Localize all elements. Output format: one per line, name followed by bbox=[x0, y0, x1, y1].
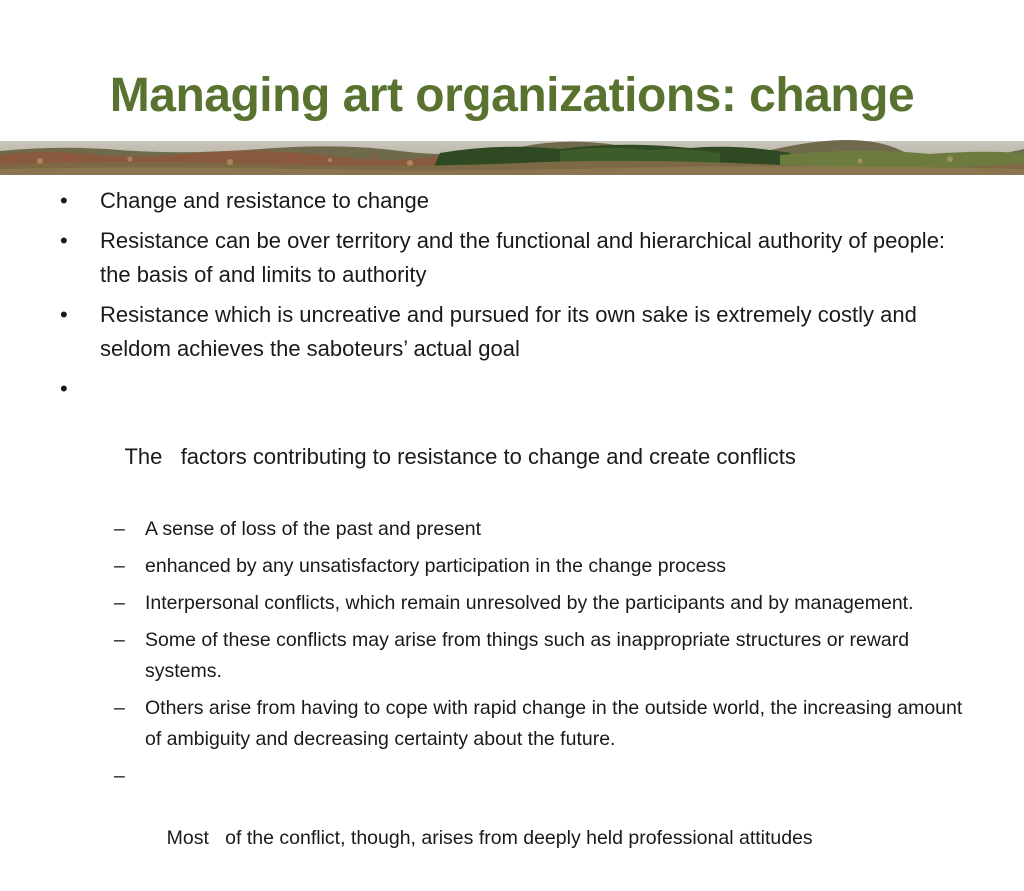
slide-title: Managing art organizations: change bbox=[109, 69, 915, 122]
sub-bullet-item bbox=[114, 514, 975, 545]
dash-marker: – bbox=[114, 592, 125, 614]
bullet-item bbox=[60, 298, 960, 366]
bullet-text: Resistance which is uncreative and pursued for its own sake is extremely costly and seldom achieves the saboteurs’ actual goal bbox=[100, 302, 917, 361]
sub-bullet-text: enhanced by any unsatisfactory participation in the change process bbox=[145, 555, 727, 577]
bullet-text: The factors contributing to resistance to change and create conflicts bbox=[124, 444, 796, 469]
sub-bullet-text: Some of these conflicts may arise from things such as inappropriate structures or reward systems. bbox=[145, 629, 910, 682]
sub-bullet-text: Interpersonal conflicts, which remain unresolved by the participants and by management. bbox=[145, 592, 914, 614]
bullet-item bbox=[60, 184, 960, 218]
bullet-item bbox=[60, 372, 960, 508]
bullet-item bbox=[60, 224, 960, 292]
sub-bullet-item bbox=[114, 625, 975, 687]
slide-content bbox=[0, 184, 1024, 891]
dash-marker: – bbox=[114, 555, 125, 577]
bullet-marker: • bbox=[60, 188, 68, 213]
sub-bullet-text: Most of the conflict, though, arises from deeply held professional attitudes bbox=[166, 827, 813, 849]
sub-bullet-item bbox=[114, 588, 975, 619]
sub-bullet-item bbox=[114, 761, 975, 885]
sub-bullet-item bbox=[114, 693, 975, 755]
sub-bullet-text: Others arise from having to cope with rapid change in the outside world, the increasing amount of ambiguity and decreasing certainty about the future. bbox=[145, 697, 963, 750]
bullet-text: Change and resistance to change bbox=[100, 188, 430, 213]
bullet-marker: • bbox=[60, 228, 68, 253]
dash-marker: – bbox=[114, 518, 125, 540]
sub-bullet-text: A sense of loss of the past and present bbox=[145, 518, 482, 540]
landscape-banner-image bbox=[0, 141, 1024, 175]
bullet-marker: • bbox=[60, 302, 68, 327]
dash-marker: – bbox=[114, 629, 125, 651]
dash-marker: – bbox=[114, 697, 125, 719]
sub-bullet-item bbox=[114, 551, 975, 582]
bullet-text: Resistance can be over territory and the functional and hierarchical authority of people: the basis of and limits to authority bbox=[100, 228, 946, 287]
dash-marker: – bbox=[114, 765, 125, 787]
bullet-marker: • bbox=[60, 376, 68, 401]
